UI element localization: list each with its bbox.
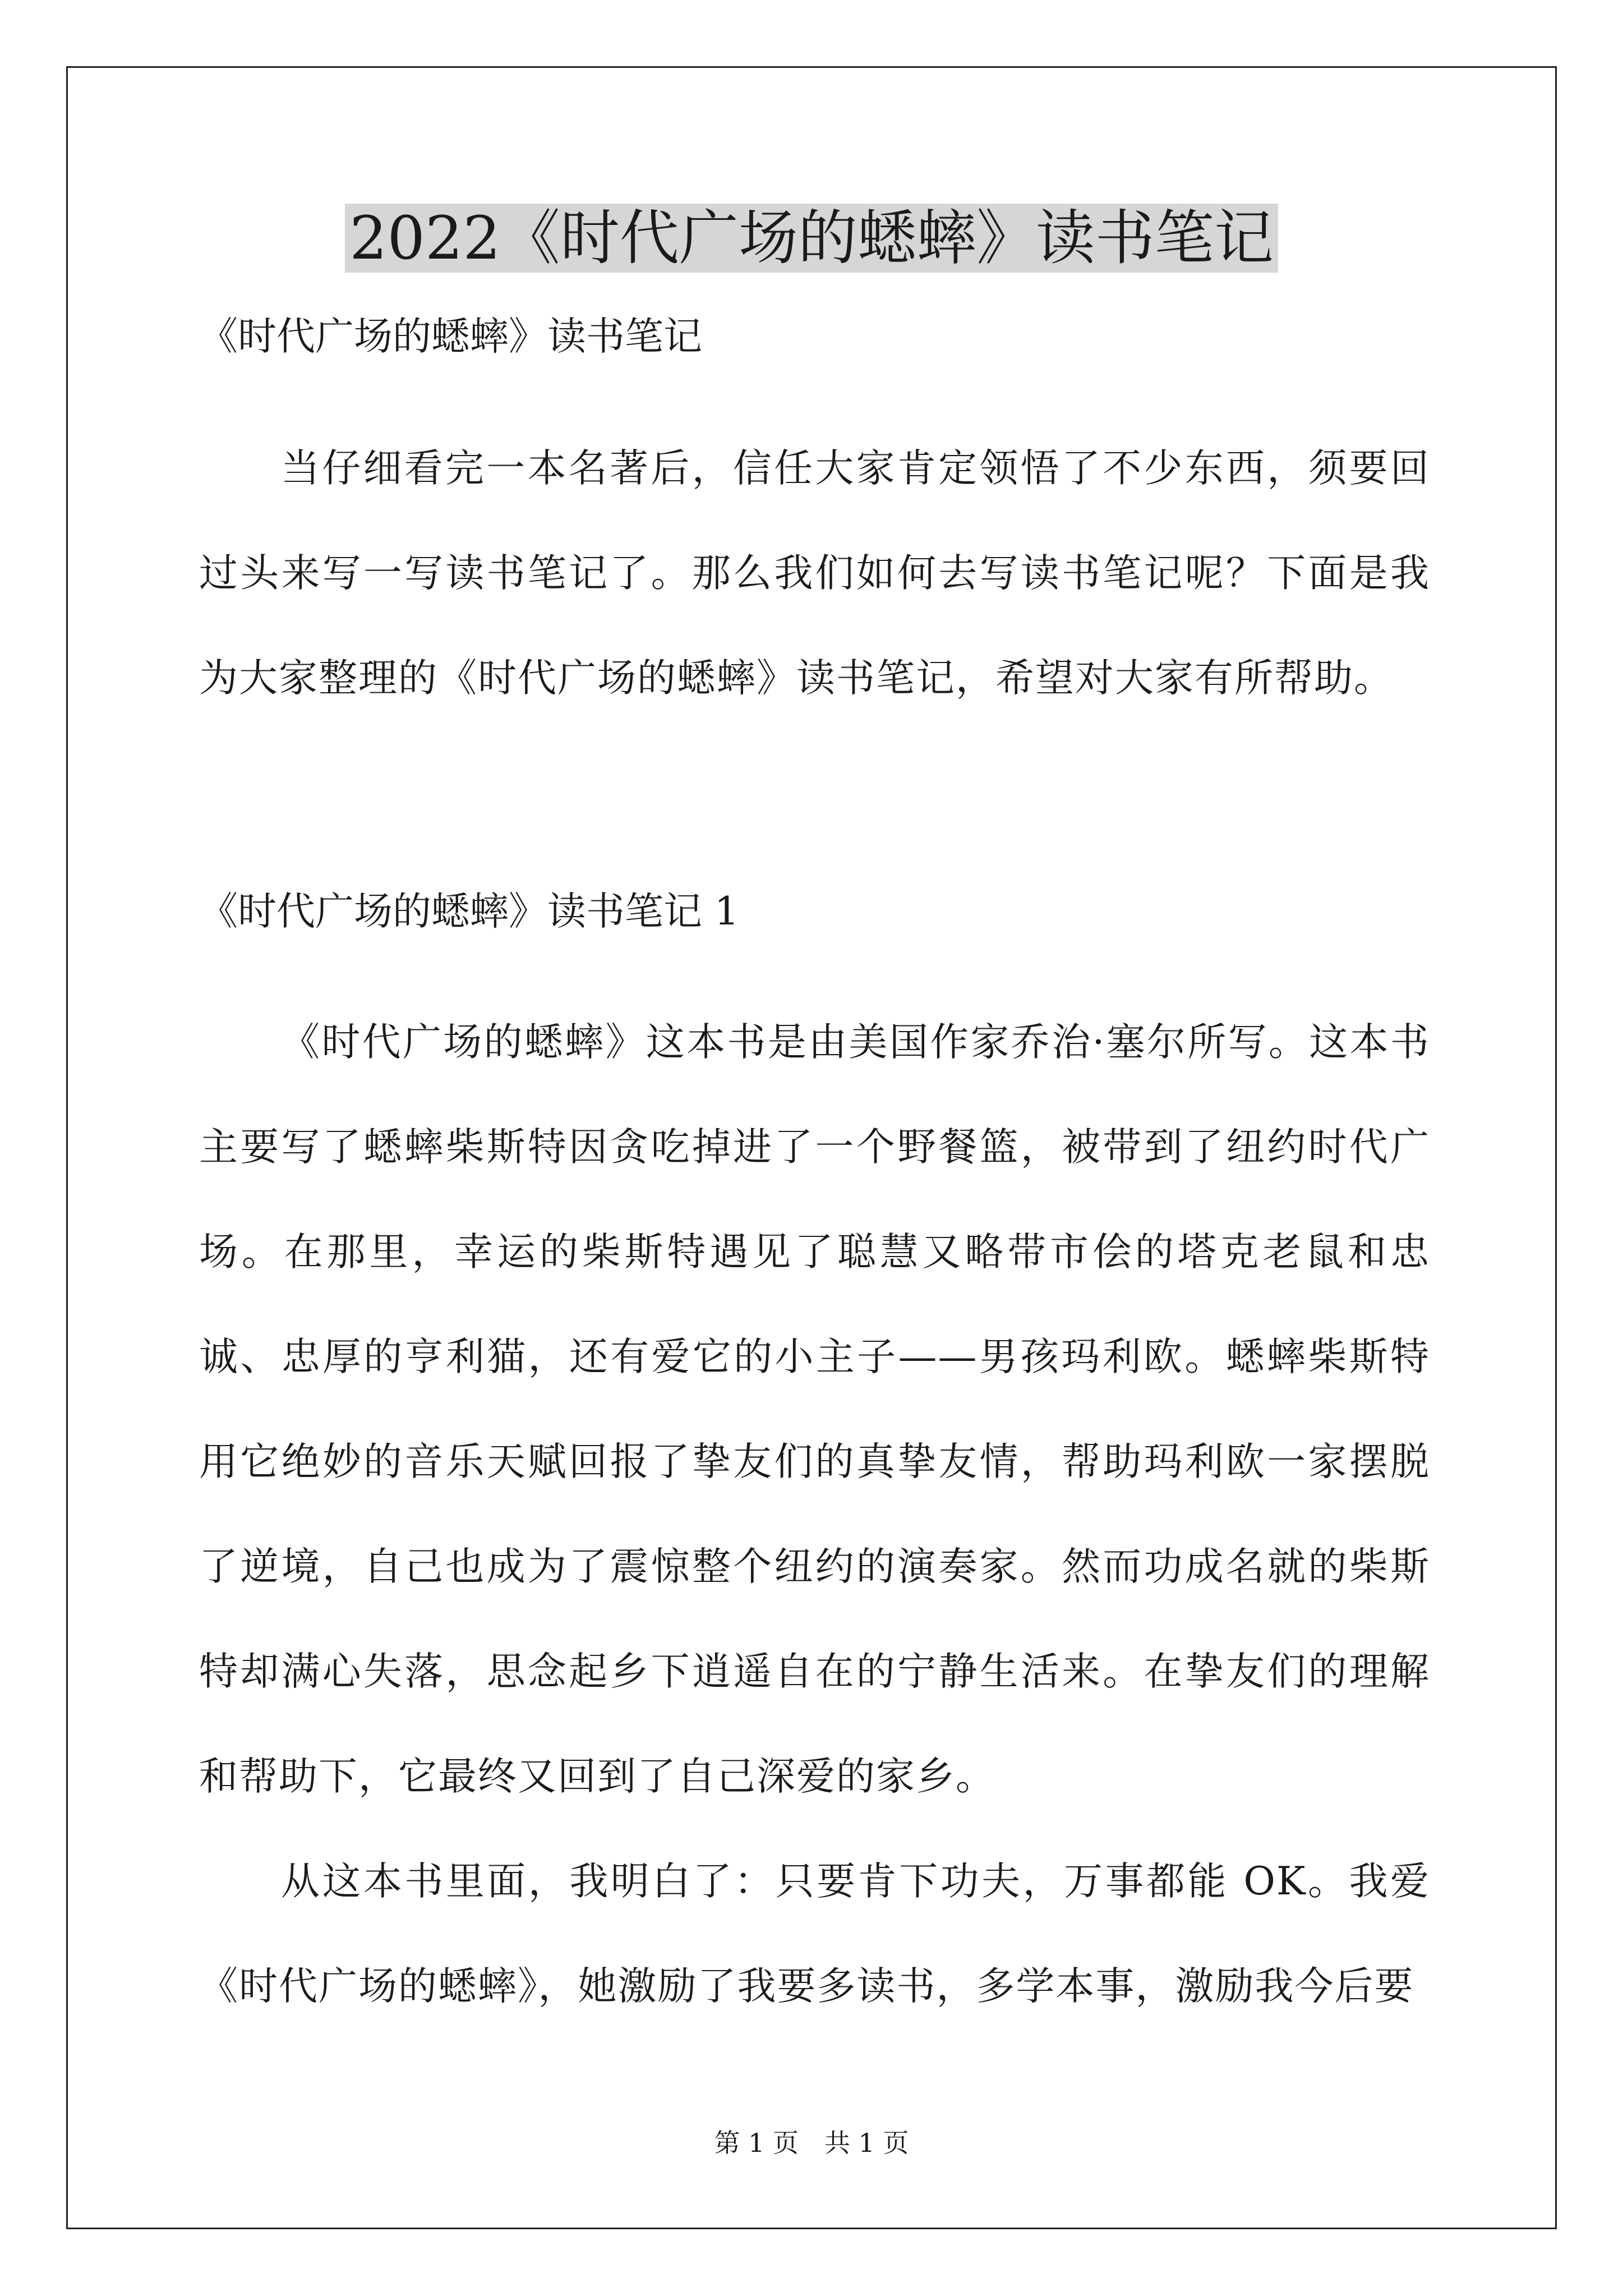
section-paragraph-2: 从这本书里面，我明白了：只要肯下功夫，万事都能 OK。我爱《时代广场的蟋蟀》，她激励了我要多读书，多学本事，激励我今后要 <box>199 1859 1430 2009</box>
section-paragraph-1: 《时代广场的蟋蟀》这本书是由美国作家乔治·塞尔所写。这本书主要写了蟋蟀柴斯特因贪吃掉进了一个野餐篮，被带到了纽约时代广场。在那里，幸运的柴斯特遇见了聪慧又略带市侩的塔克老鼠和忠诚、忠厚的亨利猫，还有爱它的小主子——男孩玛利欧。蟋蟀柴斯特用它绝妙的音乐天赋回报了挚友们的真挚友情，帮助玛利欧一家摆脱了逆境，自己也成为了震惊整个纽约的演奏家。然而功成名就的柴斯特却满心失落，思念起乡下逍遥自在的宁静生活来。在挚友们的理解和帮助下，它最终又回到了自己深爱的家乡。 <box>199 1020 1430 1799</box>
intro-heading: 《时代广场的蟋蟀》读书笔记 <box>199 314 702 359</box>
page-number: 第 1 页 共 1 页 <box>714 2128 909 2158</box>
section-heading: 《时代广场的蟋蟀》读书笔记 1 <box>199 889 739 934</box>
document-title-text: 2022《时代广场的蟋蟀》读书笔记 <box>345 204 1278 273</box>
section-1-body <box>199 990 1430 2039</box>
document-title <box>0 199 1623 278</box>
page-number-footer <box>0 2126 1623 2160</box>
intro-body <box>199 416 1430 731</box>
intro-paragraph: 当仔细看完一本名著后，信任大家肯定领悟了不少东西，须要回过头来写一写读书笔记了。那么我们如何去写读书笔记呢？下面是我为大家整理的《时代广场的蟋蟀》读书笔记，希望对大家有所帮助。 <box>199 446 1430 701</box>
intro-section <box>199 311 1430 362</box>
section-1 <box>199 886 1430 937</box>
